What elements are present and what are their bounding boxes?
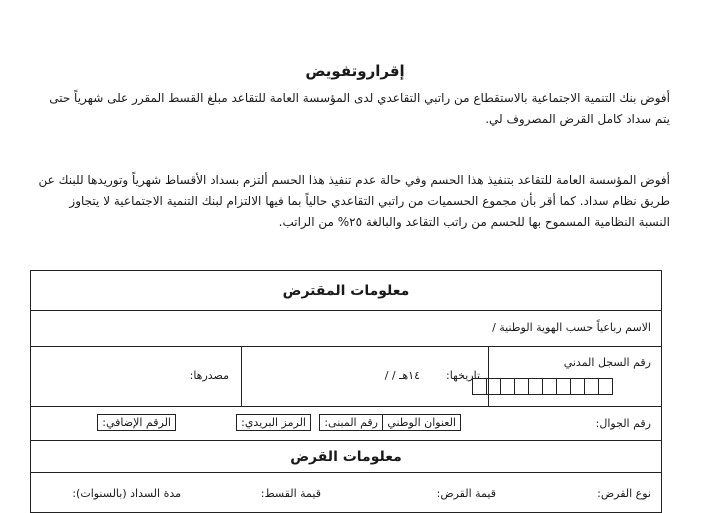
loan-type-label: نوع القرض:: [597, 487, 651, 500]
postal-label: الرمز البريدي:: [236, 414, 311, 431]
civil-id-label: رقم السجل المدني: [563, 356, 651, 369]
source-label: مصدرها:: [189, 369, 229, 382]
additional-label: الرقم الإضافي:: [97, 414, 176, 431]
authorization-paragraph-1: أفوض بنك التنمية الاجتماعية بالاستقطاع من راتبي التقاعدي لدى المؤسسة العامة للتقاعد مبلغ القسط المقرر على شهرياً حتى يتم سداد كامل القرض المصروف لي.: [49, 91, 670, 126]
digit-box[interactable]: [514, 378, 529, 395]
digit-box[interactable]: [556, 378, 571, 395]
civil-id-boxes[interactable]: [473, 378, 613, 395]
id-row: [31, 347, 661, 407]
info-form: [30, 270, 662, 513]
digit-box[interactable]: [542, 378, 557, 395]
date-label: تاريخها:: [445, 369, 480, 382]
loan-section-title: معلومات القرض: [31, 441, 661, 473]
loan-row: [31, 473, 661, 513]
name-row[interactable]: [31, 311, 661, 347]
digit-box[interactable]: [598, 378, 613, 395]
name-label: الاسم رباعياً حسب الهوية الوطنية /: [492, 321, 651, 334]
address-row: [31, 407, 661, 441]
digit-box[interactable]: [570, 378, 585, 395]
duration-label: مدة السداد (بالسنوات):: [72, 487, 181, 500]
mobile-label: رقم الجوال:: [595, 417, 651, 430]
date-cell[interactable]: [241, 347, 489, 407]
digit-box[interactable]: [528, 378, 543, 395]
digit-box[interactable]: [584, 378, 599, 395]
source-cell[interactable]: [31, 347, 242, 407]
borrower-section-title: معلومات المقترض: [31, 271, 661, 311]
loan-amount-label: قيمة القرض:: [436, 487, 496, 500]
digit-box[interactable]: [486, 378, 501, 395]
date-value: / / ١٤هـ: [384, 369, 420, 382]
building-label: رقم المبنى:: [319, 414, 383, 431]
authorization-paragraph-2: أفوض المؤسسة العامة للتقاعد بتنفيذ هذا الحسم وفي حالة عدم تنفيذ هذا الحسم ألتزم بسداد الأقساط شهرياً وتوريدها للبنك عن طريق نظام سداد. كما أقر بأن مجموع الحسميات من راتبي التقاعدي حالياً بما فيها الالتزام لبنك التنمية الاجتماعية لا يتجاوز النسبة النظامية المسموح بها للحسم من راتب التقاعد والبالغة ٢٥% من الراتب.: [38, 173, 670, 229]
document-title: إقراروتفويض: [305, 62, 405, 80]
digit-box[interactable]: [472, 378, 487, 395]
digit-box[interactable]: [500, 378, 515, 395]
installment-label: قيمة القسط:: [260, 487, 321, 500]
national-address-label: العنوان الوطني: [382, 414, 461, 431]
